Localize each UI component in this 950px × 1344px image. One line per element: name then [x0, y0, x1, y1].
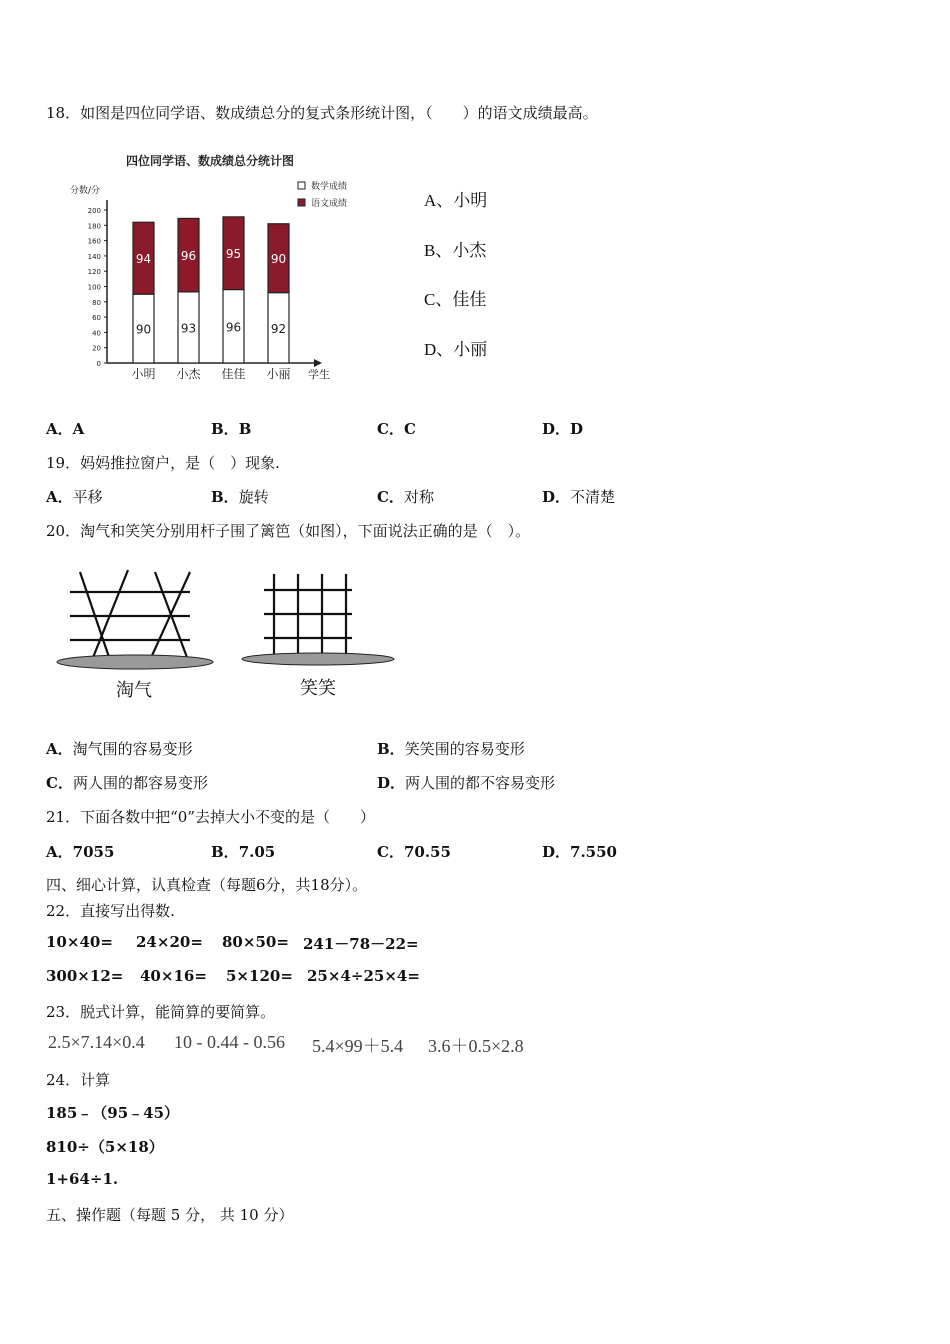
- bar-chinese-value: 94: [135, 252, 152, 267]
- bar-math-value: 90: [135, 322, 152, 337]
- xiaoxiao-label: 笑笑: [300, 678, 336, 699]
- y-tick-label: 80: [92, 298, 101, 307]
- q19-option-c[interactable]: C．对称: [377, 488, 434, 506]
- taoqi-label: 淘气: [116, 680, 152, 701]
- q18-option-b[interactable]: B．B: [211, 420, 252, 438]
- q22-item: 300×12=: [46, 967, 124, 985]
- q20-option-a[interactable]: A．淘气围的容易变形: [46, 740, 193, 758]
- q24-stem: 24．计算: [46, 1071, 111, 1089]
- q23-expression: 10 - 0.44 - 0.56: [174, 1032, 285, 1052]
- y-tick-label: 100: [87, 283, 101, 292]
- q22-item: 241－78－22=: [303, 935, 419, 953]
- y-tick-label: 120: [87, 268, 101, 277]
- y-tick-label: 40: [92, 329, 101, 338]
- chart-ylabel: 分数/分: [70, 186, 101, 196]
- y-tick-label: 140: [87, 252, 101, 261]
- q19-option-a[interactable]: A．平移: [46, 488, 103, 506]
- legend-chinese-swatch: [298, 199, 305, 206]
- bar-math-value: 93: [180, 321, 197, 336]
- legend-chinese-label: 语文成绩: [311, 199, 348, 209]
- q18-option-d[interactable]: D．D: [542, 420, 584, 438]
- q19-option-b[interactable]: B．旋转: [211, 488, 269, 506]
- bar-math-value: 92: [270, 321, 287, 336]
- q18-option-c[interactable]: C．C: [377, 420, 416, 438]
- q22-item: 5×120=: [226, 967, 293, 985]
- q20-option-c[interactable]: C．两人围的都容易变形: [46, 774, 208, 792]
- q22-item: 40×16=: [140, 967, 207, 985]
- bar-chinese-value: 90: [270, 252, 287, 267]
- section-4-heading: 四、细心计算，认真检查（每题6分，共18分）。: [46, 876, 368, 894]
- y-tick-label: 0: [96, 360, 101, 368]
- q20-option-b[interactable]: B．笑笑围的容易变形: [377, 740, 525, 758]
- fence-figure: [50, 560, 410, 710]
- chart-xlabel: 学生: [308, 368, 330, 381]
- q20-stem: 20．淘气和笑笑分别用杆子围了篱笆（如图），下面说法正确的是（ ）。: [46, 522, 531, 540]
- y-tick-label: 60: [92, 314, 101, 323]
- q22-item: 25×4÷25×4=: [307, 967, 420, 985]
- x-category-label: 小丽: [266, 367, 291, 381]
- x-category-label: 佳佳: [221, 367, 246, 381]
- taoqi-fence: [70, 570, 190, 660]
- q23-expression: 3.6＋0.5×2.8: [428, 1036, 524, 1056]
- q24-item: 810÷（5×18）: [46, 1138, 164, 1156]
- side-choice-d: D、小丽: [424, 340, 488, 359]
- q21-option-a[interactable]: A．7055: [46, 843, 115, 861]
- side-choice-c: C、佳佳: [424, 290, 487, 309]
- x-axis-arrow: [314, 359, 322, 367]
- q19-option-d[interactable]: D．不清楚: [542, 488, 616, 506]
- side-choice-a: A、小明: [424, 191, 488, 210]
- q22-item: 80×50=: [222, 933, 289, 951]
- q24-item: 185﹣（95﹣45）: [46, 1104, 180, 1122]
- q23-stem: 23．脱式计算，能简算的要简算。: [46, 1003, 276, 1021]
- q18-option-a[interactable]: A．A: [46, 420, 85, 438]
- y-tick-label: 200: [87, 207, 101, 215]
- y-tick-label: 20: [92, 344, 101, 353]
- legend-math-swatch: [298, 182, 305, 189]
- q18-stem: 18．如图是四位同学语、数成绩总分的复式条形统计图，（ ）的语文成绩最高。: [46, 104, 598, 122]
- q19-stem: 19．妈妈推拉窗户，是（ ）现象.: [46, 454, 280, 472]
- q22-item: 10×40=: [46, 933, 113, 951]
- q21-option-c[interactable]: C．70.55: [377, 843, 451, 861]
- q23-expression: 2.5×7.14×0.4: [48, 1032, 145, 1052]
- bar-chinese-value: 96: [180, 249, 197, 264]
- q22-stem: 22．直接写出得数.: [46, 902, 175, 920]
- xiaoxiao-fence: [264, 574, 352, 654]
- bar-chinese-value: 95: [225, 247, 242, 262]
- section-5-heading: 五、操作题（每题 5 分， 共 10 分）: [46, 1206, 294, 1224]
- x-category-label: 小杰: [176, 367, 201, 381]
- taoqi-ground: [57, 655, 213, 669]
- score-bar-chart: [62, 145, 362, 390]
- q20-option-d[interactable]: D．两人围的都不容易变形: [377, 774, 556, 792]
- y-tick-label: 180: [87, 222, 101, 231]
- q23-expression: 5.4×99＋5.4: [312, 1036, 404, 1056]
- q21-option-b[interactable]: B．7.05: [211, 843, 276, 861]
- q24-item: 1+64÷1.: [46, 1170, 119, 1188]
- xiaoxiao-ground: [242, 653, 394, 665]
- chart-title: 四位同学语、数成绩总分统计图: [125, 154, 295, 168]
- q21-stem: 21．下面各数中把“0”去掉大小不变的是（ ）: [46, 808, 375, 826]
- side-choice-b: B、小杰: [424, 241, 487, 260]
- y-tick-label: 160: [87, 237, 101, 246]
- legend-math-label: 数学成绩: [311, 182, 348, 192]
- q22-item: 24×20=: [136, 933, 203, 951]
- bar-math-value: 96: [225, 320, 242, 335]
- x-category-label: 小明: [131, 367, 156, 381]
- q21-option-d[interactable]: D．7.550: [542, 843, 617, 861]
